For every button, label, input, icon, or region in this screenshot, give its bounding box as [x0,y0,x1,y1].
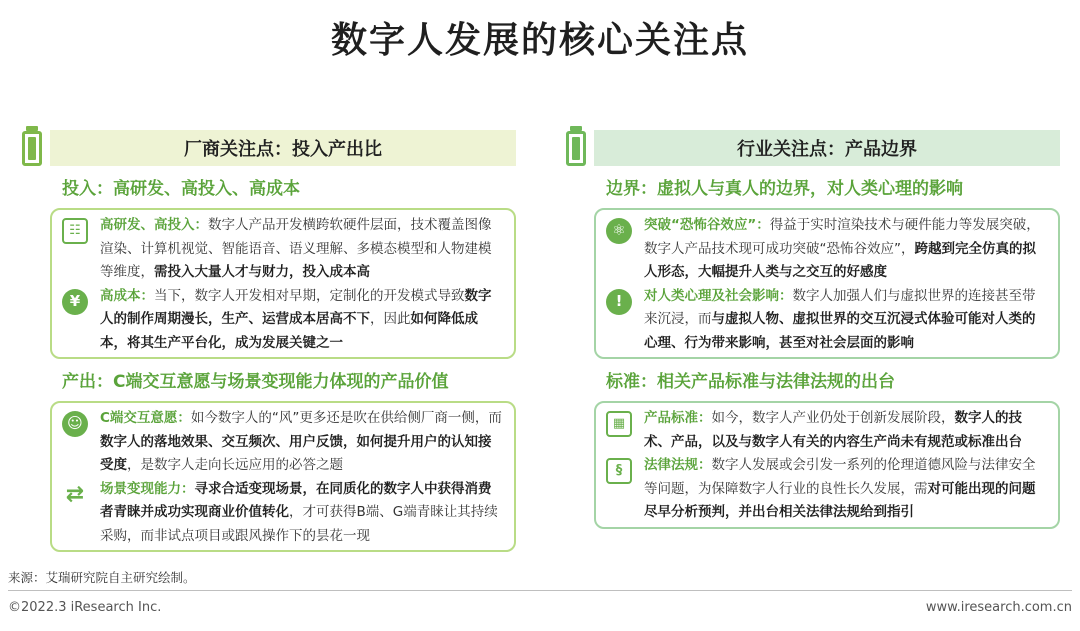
section-subtitle: 标准：相关产品标准与法律法规的出台 [606,372,895,392]
section-subtitle: 投入：高研发、高投入、高成本 [62,179,300,199]
content-box [594,208,1060,359]
item-keyword: 法律法规： [644,457,712,473]
atom-icon: ⚛ [606,218,632,244]
content-box [594,401,1060,529]
list-item [60,407,504,478]
item-keyword: 产品标准： [644,410,712,426]
user-service-icon: ☺ [62,411,88,437]
item-bold: 如何降低成本，将其生产平台化，成为发展关键之一 [100,311,478,351]
list-item [60,478,504,549]
item-bold: 对可能出现的问题尽早分析预判，并出台相关法律法规给到指引 [644,480,1036,520]
list-item [604,407,1048,454]
item-bold: 数字人的制作周期漫长，生产、运营成本居高不下 [100,287,492,327]
item-bold: 数字人的技术、产品，以及与数字人有关的内容生产尚未有规范或标准出台 [644,410,1022,450]
item-keyword: 对人类心理及社会影响： [644,287,793,304]
battery-icon [22,126,42,166]
product-grid-icon: ▦ [606,411,632,437]
law-book-icon: § [606,458,632,484]
list-item [604,285,1048,356]
item-keyword: 高研发、高投入： [100,217,208,233]
item-bold: 数字人的落地效果、交互频次、用户反馈，如何提升用户的认知接受度 [100,433,492,473]
item-text: 数字人发展或会引发一系列的伦理道德风险与法律安全等问题，为保障数字人行业的良性长久发展，需 [644,457,1036,497]
item-bold: 跨越到完全仿真的拟人形态，大幅提升人类与之交互的好感度 [644,240,1036,280]
exchange-icon: ⇄ [65,481,85,507]
item-text: 如今数字人的“风”更多还是吹在供给侧厂商一侧，而 [190,410,502,426]
list-item [60,214,504,285]
item-keyword: 场景变现能力： [100,480,195,497]
item-text: ，因此 [370,311,411,327]
item-keyword: 突破“恐怖谷效应”： [644,217,770,233]
rd-icon: ☷ [62,218,88,244]
content-box [50,208,516,359]
battery-icon [566,126,586,166]
column-header-title: 厂商关注点：投入产出比 [50,130,516,166]
column-header [560,124,1060,166]
content-box [50,401,516,552]
column-header-title: 行业关注点：产品边界 [594,130,1060,166]
item-text: 数字人加强人们与虚拟世界的连接甚至带来沉浸，而 [644,287,1036,327]
item-keyword: C端交互意愿： [100,410,191,426]
footer-divider [8,590,1072,591]
item-text: 得益于实时渲染技术与硬件能力等发展突破，数字人产品技术现可成功突破“恐怖谷效应”， [644,217,1040,257]
industry-column [560,124,1060,529]
item-text: 当下，数字人开发相对早期，定制化的开发模式导致 [154,287,465,304]
item-keyword: 高成本： [100,287,154,304]
item-text: 数字人产品开发横跨软硬件层面，技术覆盖图像渲染、计算机视觉、智能语音、语义理解、多模态模型和人物建模等维度， [100,217,492,280]
list-item [604,214,1048,285]
item-bold: 与虚拟人物、虚拟世界的交互沉浸式体验可能对人类的心理、行为带来影响，甚至对社会层面的影响 [644,311,1036,351]
page-title: 数字人发展的核心关注点 [330,20,749,61]
item-text: ，才可获得B端、G端青睐让其持续采购，而非试点项目或跟风操作下的昙花一现 [100,504,498,544]
item-text: ，是数字人走向长远应用的必答之题 [127,457,343,473]
manufacturer-column [16,124,516,552]
website-link[interactable]: www.iresearch.com.cn [925,600,1072,615]
section-subtitle: 边界：虚拟人与真人的边界，对人类心理的影响 [606,179,963,199]
money-bag-icon: ¥ [62,289,88,315]
source-note: 来源：艾瑞研究院自主研究绘制。 [8,570,196,585]
item-bold: 需投入大量人才与财力，投入成本高 [154,264,370,280]
item-bold: 寻求合适变现场景，在同质化的数字人中获得消费者青睐并成功实现商业价值转化 [100,480,492,520]
list-item [604,454,1048,525]
column-header [16,124,516,166]
copyright: ©2022.3 iResearch Inc. [8,600,162,615]
list-item [60,285,504,356]
section-subtitle: 产出：C端交互意愿与场景变现能力体现的产品价值 [62,372,449,392]
item-text: 如今，数字人产业仍处于创新发展阶段， [711,410,955,426]
exclamation-icon: ! [606,289,632,315]
